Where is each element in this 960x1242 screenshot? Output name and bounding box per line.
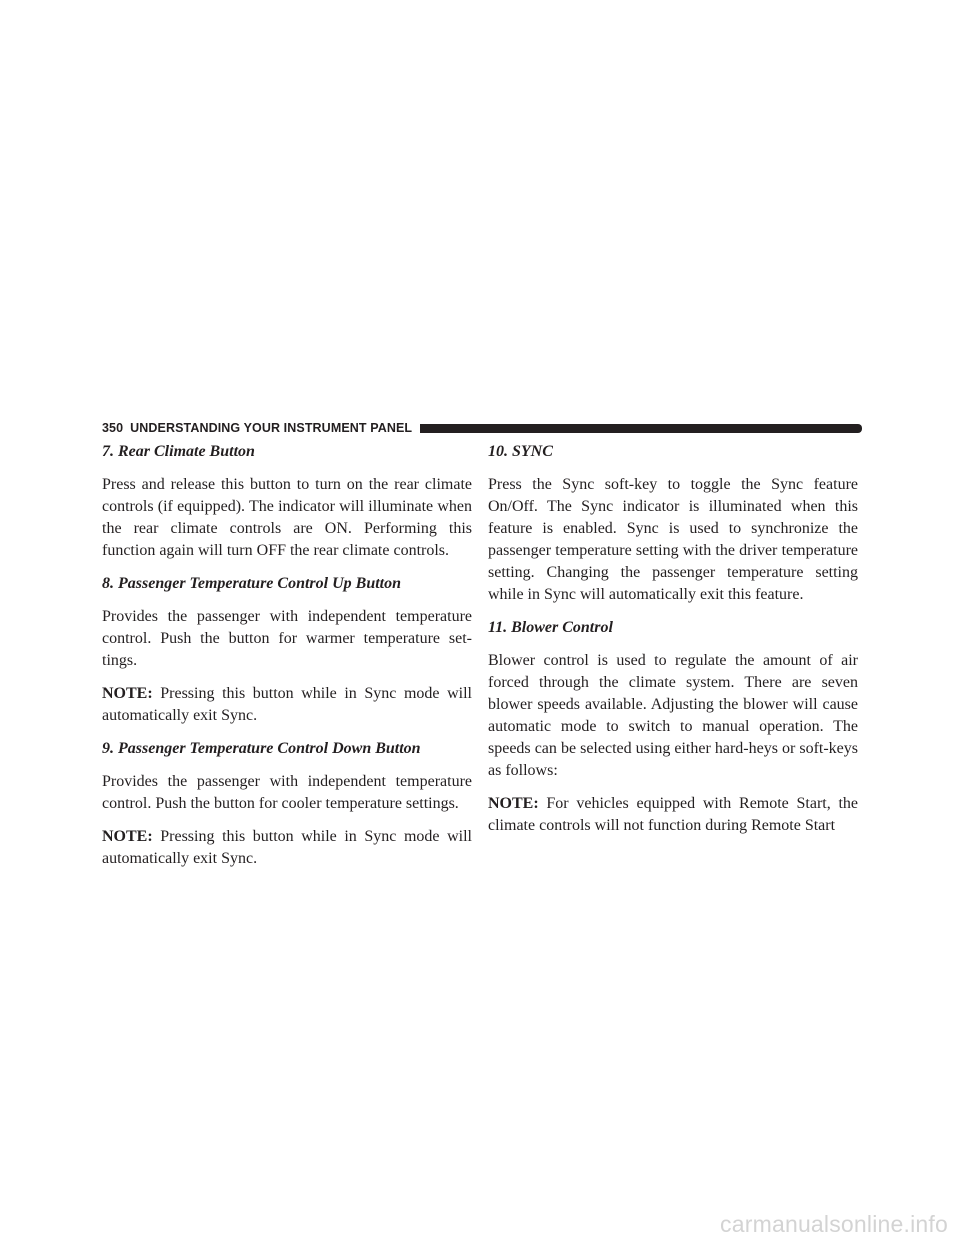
heading-passenger-temp-down: 9. Passenger Temperature Control Down Button — [102, 740, 421, 757]
note-passenger-temp-up — [102, 683, 472, 727]
note-label: NOTE: — [102, 828, 153, 845]
heading-sync: 10. SYNC — [488, 443, 553, 460]
note-text: For vehicles equipped with Remote Start, the climate controls will not function during Remote Start — [488, 795, 858, 834]
paragraph-passenger-temp-down: Provides the passenger with independent temperature control. Push the button for cooler temperature settings. — [102, 773, 472, 812]
page-number: 350 — [102, 421, 124, 435]
note-blower-control — [488, 793, 858, 837]
right-column — [488, 441, 858, 848]
paragraph-passenger-temp-up: Provides the passenger with independent temperature control. Push the button for warmer temperature set-tings. — [102, 608, 472, 669]
paragraph-blower-control: Blower control is used to regulate the amount of air forced through the climate system. There are seven blower speeds available. Adjusting the blower will cause automatic mode to switch to manual operation. The speeds can be selected using either hard-heys or soft-keys as follows: — [488, 652, 858, 779]
left-column — [102, 441, 472, 881]
header-rule — [420, 424, 862, 433]
note-passenger-temp-down — [102, 826, 472, 870]
note-label: NOTE: — [488, 795, 539, 812]
section-title: UNDERSTANDING YOUR INSTRUMENT PANEL — [130, 421, 413, 435]
page-header — [102, 419, 862, 437]
heading-blower-control: 11. Blower Control — [488, 619, 613, 636]
watermark: carmanualsonline.info — [720, 1211, 948, 1237]
paragraph-rear-climate-button: Press and release this button to turn on the rear climate controls (if equipped). The indicator will illuminate when the rear climate controls are ON. Performing this function again will turn OFF the rear climate controls. — [102, 476, 472, 559]
note-text: Pressing this button while in Sync mode will automatically exit Sync. — [102, 685, 472, 724]
paragraph-sync: Press the Sync soft-key to toggle the Sync feature On/Off. The Sync indicator is illuminated when this feature is enabled. Sync is used to synchronize the passenger temperature setting with the driver temperature setting. Changing the passenger temperature setting while in Sync will automatically exit this feature. — [488, 476, 858, 603]
heading-passenger-temp-up: 8. Passenger Temperature Control Up Button — [102, 575, 402, 592]
heading-rear-climate-button: 7. Rear Climate Button — [102, 443, 255, 460]
note-text: Pressing this button while in Sync mode will automatically exit Sync. — [102, 828, 472, 867]
note-label: NOTE: — [102, 685, 153, 702]
